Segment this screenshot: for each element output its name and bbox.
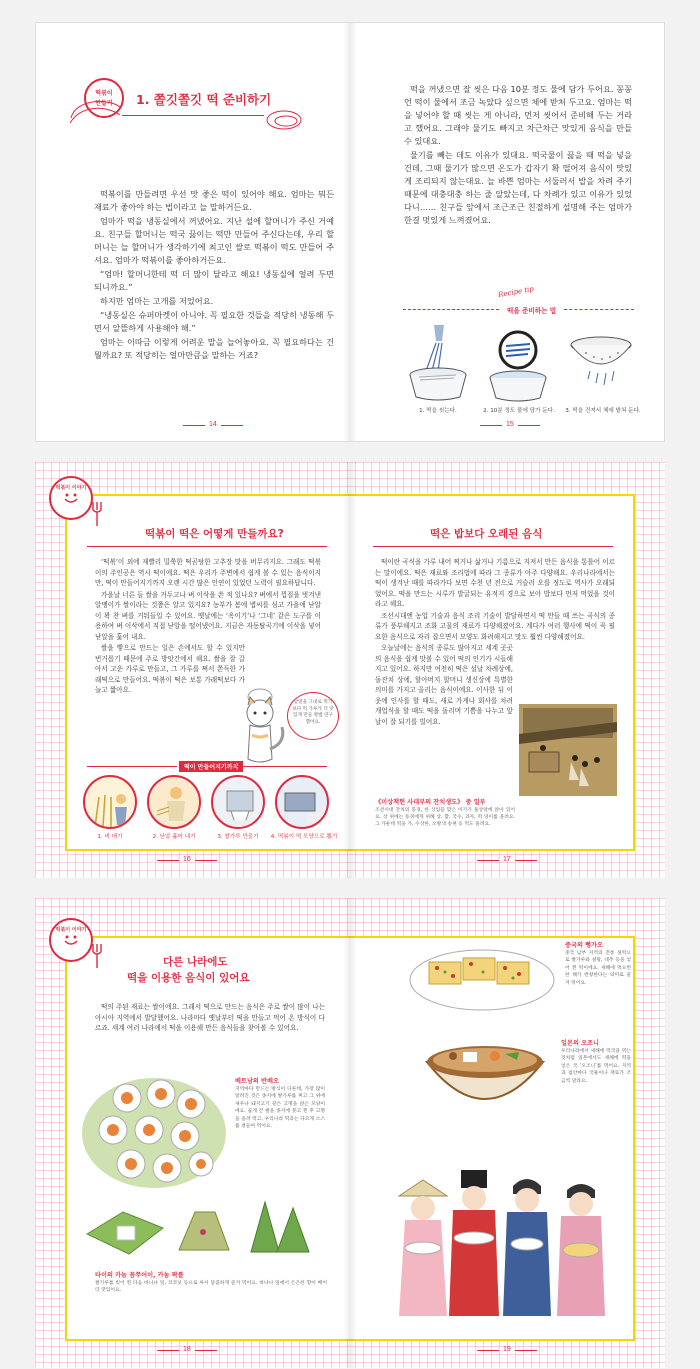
process-circle-extruding	[275, 775, 329, 829]
process-rule-right	[237, 766, 327, 767]
process-step-3: 3. 쌀가루 만들기	[217, 834, 259, 840]
chapter-badge: 떡볶이 만들기	[84, 78, 124, 118]
smile-icon	[61, 491, 81, 505]
fork-icon	[90, 944, 104, 968]
japan-title: 일본의 오조니	[561, 1040, 600, 1047]
swirl-decoration	[264, 105, 304, 135]
corner-badge: 떡볶이 이야기	[49, 918, 93, 962]
gutter-shadow	[343, 462, 357, 878]
gutter-shadow	[343, 898, 357, 1368]
step-1-caption: 1. 떡을 씻는다.	[419, 408, 457, 414]
right-body-text: 떡을 꺼냈으면 잘 씻은 다음 10분 정도 물에 담가 두어요. 꽁꽁 언 떡이 물에서 조금 녹았다 싶으면 체에 받쳐 두고요. 엄마는 떡을 넣어야 할 때 씻는 게 아니라, 먼저 씻어서 준비해 두는 거라고 했어요. 그래야 물기도 빠지고 차근차근 맛있게 음식을 만들 수 있대요. 물기를 빼는 데도 이유가 있대요. 떡국물이 끓을 때 떡을 넣을 건데, 그때 물기가 많으면 온도가 갑자기 확 떨어져 음식이 맛있게 조리되지 않는대요. 늘 바쁜 엄마는 서둘러서 밥을 차려 주기 때문에 대충대충 하는 줄 알았는데, 다 차례가 있고 이유가 있었다니…… 친구들 앞에서 조근조근 친절하게 설명해 주는 엄마가 한결 멋있게 느껴졌어요.	[404, 84, 632, 225]
fork-icon	[90, 502, 104, 526]
banh-beo-illustration	[79, 1076, 229, 1191]
process-step-1: 1. 벼 베기	[97, 834, 123, 840]
page-number-left: 18	[183, 1346, 191, 1353]
bing-gao-illustration	[407, 938, 557, 1018]
ozoni-illustration	[423, 1026, 547, 1122]
page-number-left: 16	[183, 856, 191, 863]
page-number-left: 14	[209, 421, 217, 428]
soak-rice-cake-illustration	[484, 328, 552, 403]
title-line-1: 다른 나라에도	[163, 956, 228, 968]
process-step-4: 4. 떡볶이 떡 모양으로 뽑기	[270, 834, 338, 840]
left-title-rule	[87, 546, 327, 547]
page-number-right: 19	[503, 1346, 511, 1353]
recipe-tip-label: Recipe tip	[497, 284, 535, 300]
process-step-2: 2. 낟알 훑어 내기	[152, 834, 196, 840]
recipe-heading: 떡을 준비하는 법	[507, 307, 557, 315]
smile-icon	[61, 933, 81, 947]
spread-rice-cake-around-world	[35, 898, 665, 1368]
title-line-2: 떡을 이용한 음식이 있어요	[127, 972, 250, 984]
intro-text: 떡의 주된 재료는 쌀이에요. 그래서 떡으로 만드는 음식은 주로 쌀이 많이 나는 아시아 지역에서 발달했어요. 나라마다 옛날부터 떡을 만들고 먹어 온 방식이 다르죠. 세계 여러 나라에서 떡을 이용해 만든 음식들을 찾아볼 수 있어요.	[95, 1003, 325, 1032]
japan-text: 우리나라에서 새해에 떡국을 먹는 것처럼 일본에서도 새해에 떡을 넣은 국 ‘오조니’를 먹어요. 지역과 집안마다 국물이나 재료가 조금씩 달라요.	[561, 1049, 631, 1084]
vietnam-title: 베트남의 반배오	[235, 1078, 279, 1085]
swirl-decoration-left	[66, 93, 126, 133]
cat-speech-bubble: 날알을 그대로 먹기보다 떡 가루가 더 맛있게 만들 방법 연구했어요.	[287, 692, 339, 740]
joseon-banquet-painting	[519, 704, 617, 796]
step-3-caption: 3. 떡을 건져서 체에 밭쳐 둔다.	[565, 408, 641, 414]
process-rule-left	[87, 766, 177, 767]
recipe-divider-left	[403, 309, 499, 310]
left-body-text: ‘떡볶’이 외에 재빨리 밀쭉한 떡곰탕한 고추장 맛을 버무리지요. 그래도 떡볶이의 주인공은 역시 떡이에요. 떡은 우리가 주변에서 쉽게 볼 수 있는 음식이지만, 떡이 만들어지기까지 오랜 시간 많은 인연이 있었던 노력이 필요하답니다. 가을날 너른 들 쌀을 거두고나 벼 이삭을 쓴 적 있나요? 벼에서 껍질을 벗겨낸 알맹이가 쌀이라는 것쯤은 알고 있지요? 농부가 봄에 볍씨를 심고 가을에 낟알이 꽉 찬 벼를 거둬들일 수 있어요. 옛날에는 ‘옥이기’나 ‘그네’ 같은 도구를 이용하여 벼 이삭에서 직접 낟알을 떨어냈어요. 지금은 자동탈곡기에 이삭을 넣어 낟알을 훑어 내요. 쌀을 빻으로 만드는 일은 손에서도 할 수 있지만 번거롭기 때문에 주로 방앗간에서 해요. 쌀을 잘 갈아서 고운 가루로 만들고, 그 가루를 쪄서 쫀득한 가래떡으로 만들어요. 떡볶이 떡은 보통 가래떡보다 가늘고 짧아요.	[95, 558, 321, 694]
right-body-text: 떡이란 곡식을 가루 내어 찌거나 삶거나 기름으로 지져서 만든 음식을 통틀어 이르는 말이에요. 떡은 재료와 조리법에 따라 그 종류가 아주 다양해요. 우리나라에서는 떡이 생겨난 때를 따라가다 보면 수천 년 전으로 거슬러 오를 정도로 역사가 오래되었어요. 떡을 만드는 시루가 발굴되는 유적지 경으로 보아 밥보다 먼저 먹었을 것이라고 해요. 조선시대엔 농업 기술과 음식 조리 기술이 발달하면서 떡 만들 때 쓰는 곡식의 종류가 풍부해지고 조화 고물의 재료가 다양해졌어요. 계다가 여러 행사에 떡이 꼭 필요한 음식으로 자리 잡으면서 모양도 화려해지고 맛도 훨씬 다양해졌어요. 오늘날에는 음식의 종류도 많아지고 세계 곳곳의 음식을 쉽게 맛볼 수 있어 떡의 인기가 시들해지고 있어요. 하지만 여전히 떡은 설날 차례상에, 돌잔치 상에, 할아버지 할머니 생신상에 특별한 의미를 가지고 올리는 음식이에요. 이사한 뒤 이웃에 인사를 할 때도, 새로 가게나 회사를 차려 개업식을 할 때도 떡을 돌리며 기쁨을 나누고 앞날이 잘 되기를 빌어요.	[375, 558, 615, 726]
corner-badge: 떡볶이 이야기	[49, 476, 93, 520]
people-holding-dishes-illustration	[381, 1156, 631, 1316]
right-title: 떡은 밥보다 오래된 음식	[430, 528, 543, 540]
process-heading: 떡이 만들어지기까지	[179, 761, 243, 772]
spread-preparing-rice-cake	[35, 22, 665, 442]
thai-text: 쌀가루를 빚어 찐 다음 바나나 잎, 코코넛 등으로 싸서 달콤하게 즐겨 먹어요. 바나나 잎에서 은은한 향이 배어 더 맛있어요.	[95, 1281, 327, 1293]
step-2-caption: 2. 10분 정도 물에 담가 둔다.	[483, 408, 555, 414]
china-title: 중국의 뻥가오	[565, 942, 604, 949]
painting-caption: 조선시대 잔치의 풍경, 한 상입을 맞은 이가가 돌상앞에 앉아 있어요. 상 위에는 동경에게 위해 상, 할, 국수, 과자, 떡 덩이를 올려요. 그 가운데 떡을 가, 수상한, 오방색 송편 등 떡도 올려요.	[375, 808, 515, 827]
process-circle-milling	[211, 775, 265, 829]
wash-rice-cake-illustration	[404, 323, 472, 403]
process-circle-harvest	[83, 775, 137, 829]
right-title-rule	[373, 546, 613, 547]
recipe-divider-right	[564, 309, 634, 310]
khanom-illustration	[83, 1198, 323, 1258]
china-text: 중국 남부 지역의 전통 설떡으로 쌀가루와 설탕, 대추 등을 넣어 찐 떡이에요. 새해에 먹으면 한 해가 번창한다는 의미로 즐겨 먹어요.	[565, 951, 631, 986]
process-circle-threshing	[147, 775, 201, 829]
thai-title: 타이의 카놈 꼼쭈어이, 카놈 팍틀	[95, 1272, 184, 1279]
chef-cat-illustration	[230, 687, 290, 767]
left-body-text: 떡볶이를 만들려면 우선 맛 좋은 떡이 있어야 해요. 엄마는 뭐든 재료가 좋아야 하는 법이라고 늘 말하거든요. 엄마가 떡을 냉동실에서 꺼냈어요. 지난 설에 할머니가 주신 거예요. 친구들 할머니는 떡국 끓이는 떡만 만들어 주신다는데, 우리 할머니는 늘 할머니가 생각하기에 최고인 쌀로 떡볶이 떡도 만들어 주셔요. 엄마가 떡볶이를 좋아하거든요. “엄마! 할머니한테 떡 더 많이 달라고 해요! 냉동실에 얼려 두면 되니까요.” 하지만 엄마는 고개를 저었어요. “냉동실은 슈퍼마켓이 아니야. 꼭 필요한 것들을 적당히 냉동해 두면서 알뜰하게 사용해야 해.” 엄마는 이따금 이렇게 어려운 말을 늘어놓아요. 꼭 필요하다는 건 뭘까요? 또 적당히는 얼마만큼을 말하는 거죠?	[94, 189, 334, 360]
drain-rice-cake-illustration	[566, 323, 636, 403]
page-number-right: 15	[506, 421, 514, 428]
vietnam-text: 지역마다 만드는 방식이 다른데, 가장 많이 알려진 것은 종지에 쌀가루를 찌고 그 위에 새우나 돼지고기 같은 고명을 얹은 모양이에요. 곱게 간 쌀을 종지에 붓고 찐 후 고명을 올려 먹고, 우리나라 떡과는 다르게 소스를 곁들여 먹어요.	[235, 1087, 325, 1130]
title-underline	[122, 115, 264, 116]
chapter-title: 1. 쫄깃쫄깃 떡 준비하기	[136, 92, 272, 107]
left-title: 떡볶이 떡은 어떻게 만들까요?	[145, 528, 284, 540]
page-number-right: 17	[503, 856, 511, 863]
gutter-shadow	[343, 23, 357, 441]
painting-caption-title: 《미상책헌 사대부의 잔치생도》 중 일부	[375, 799, 486, 806]
spread-how-rice-cake-made	[35, 462, 665, 878]
